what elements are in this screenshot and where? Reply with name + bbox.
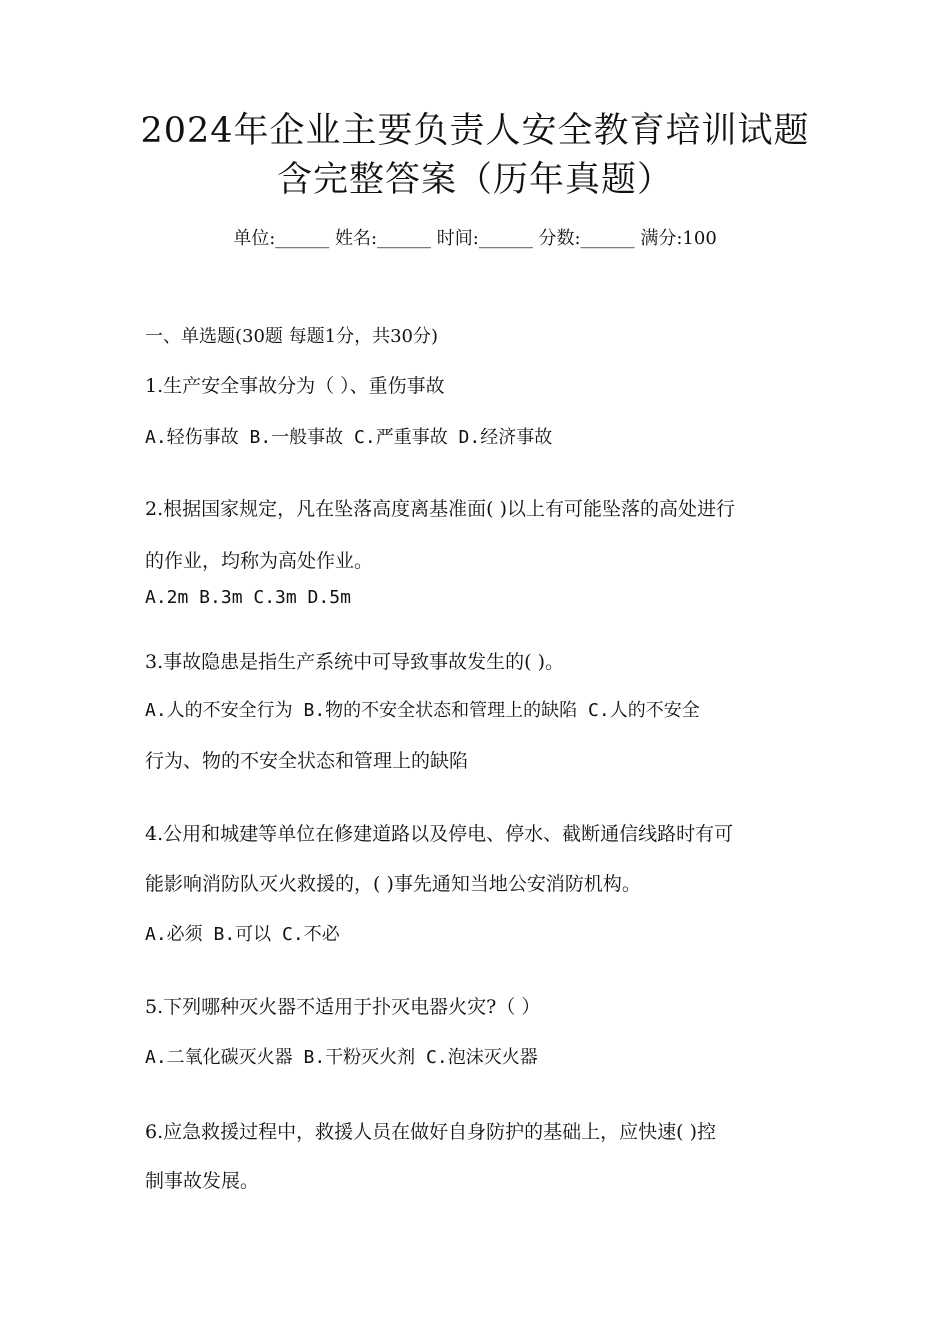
question-5-stem-line-1: 5.下列哪种灭火器不适用于扑灭电器火灾?（ ）	[145, 996, 541, 1018]
question-6-stem-line-2: 制事故发展。	[145, 1170, 260, 1192]
question-3-options-line-1: A.人的不安全行为 B.物的不安全状态和管理上的缺陷 C.人的不安全	[145, 700, 700, 721]
question-1-stem-line-1: 1.生产安全事故分为（ ）、重伤事故	[145, 375, 445, 397]
question-2-stem-line-1: 2.根据国家规定，凡在坠落高度离基准面( )以上有可能坠落的高处进行	[145, 498, 735, 520]
document-title-line-1: 2024年企业主要负责人安全教育培训试题	[140, 111, 810, 151]
question-3-stem-line-1: 3.事故隐患是指生产系统中可导致事故发生的( )。	[145, 651, 564, 673]
candidate-info-line: 单位:______ 姓名:______ 时间:______ 分数:______ 满分:100	[233, 228, 717, 249]
question-4-options-line-1: A.必须 B.可以 C.不必	[145, 924, 340, 945]
question-1-options-line-1: A.轻伤事故 B.一般事故 C.严重事故 D.经济事故	[145, 427, 553, 448]
section-heading: 一、单选题(30题 每题1分，共30分)	[145, 326, 439, 347]
document-title-line-2: 含完整答案（历年真题）	[276, 160, 673, 200]
question-5-options-line-1: A.二氧化碳灭火器 B.干粉灭火剂 C.泡沫灭火器	[145, 1047, 538, 1068]
question-3-options-line-2: 行为、物的不安全状态和管理上的缺陷	[145, 750, 469, 772]
question-2-options-line-1: A.2m B.3m C.3m D.5m	[145, 587, 351, 608]
question-2-stem-line-2: 的作业，均称为高处作业。	[145, 550, 374, 572]
question-6-stem-line-1: 6.应急救援过程中，救援人员在做好自身防护的基础上，应快速( )控	[145, 1121, 716, 1143]
question-4-stem-line-1: 4.公用和城建等单位在修建道路以及停电、停水、截断通信线路时有可	[145, 823, 734, 845]
question-4-stem-line-2: 能影响消防队灭火救援的，( )事先通知当地公安消防机构。	[145, 873, 641, 895]
